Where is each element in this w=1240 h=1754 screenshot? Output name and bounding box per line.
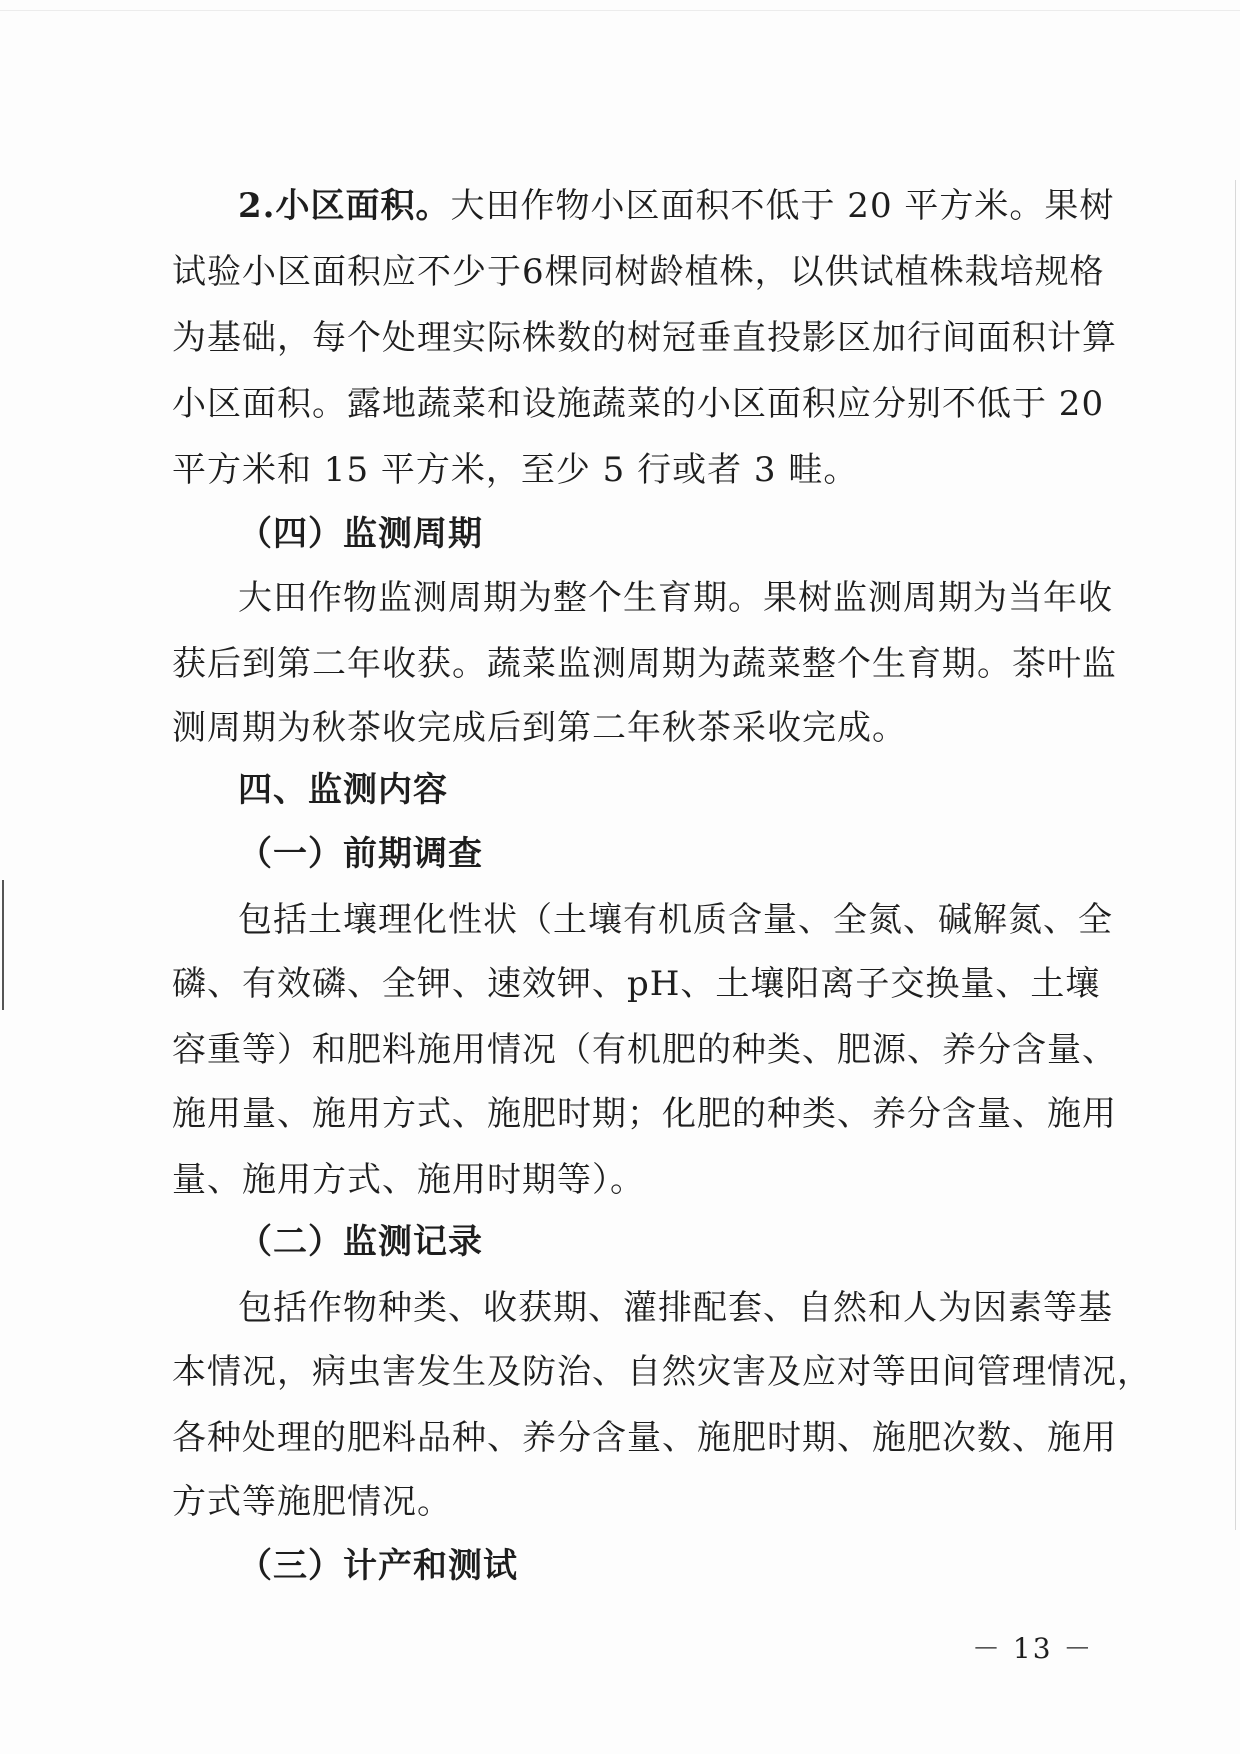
paragraph-survey-line-3: 容重等）和肥料施用情况（有机肥的种类、肥源、养分含量、: [172, 1030, 1117, 1070]
paragraph-record-line-1: 包括作物种类、收获期、灌排配套、自然和人为因素等基: [238, 1288, 1113, 1328]
paragraph-record-line-4: 方式等施肥情况。: [172, 1482, 452, 1522]
paragraph-area-line-5: 平方米和 15 平方米，至少 5 行或者 3 畦。: [172, 450, 859, 490]
paragraph-survey-line-1: 包括土壤理化性状（土壤有机质含量、全氮、碱解氮、全: [238, 900, 1113, 940]
scan-artifact-right-edge: [1235, 180, 1236, 1530]
paragraph-area-line-4: 小区面积。露地蔬菜和设施蔬菜的小区面积应分别不低于 20: [172, 384, 1105, 424]
scan-artifact-top: [0, 10, 1240, 11]
heading-monitoring-record: （二）监测记录: [238, 1222, 483, 1262]
paragraph-period-line-3: 测周期为秋茶收完成后到第二年秋茶采收完成。: [172, 708, 907, 748]
heading-preliminary-survey: （一）前期调查: [238, 834, 483, 874]
paragraph-area-line-2: 试验小区面积应不少于6棵同树龄植株，以供试植株栽培规格: [172, 252, 1105, 292]
paragraph-record-line-3: 各种处理的肥料品种、养分含量、施肥时期、施肥次数、施用: [172, 1418, 1117, 1458]
paragraph-survey-line-4: 施用量、施用方式、施肥时期；化肥的种类、养分含量、施用: [172, 1094, 1117, 1134]
paragraph-period-line-1: 大田作物监测周期为整个生育期。果树监测周期为当年收: [238, 578, 1113, 618]
paragraph-area-line-1: [238, 186, 1114, 226]
paragraph-survey-line-5: 量、施用方式、施用时期等）。: [172, 1160, 645, 1200]
paragraph-period-line-2: 获后到第二年收获。蔬菜监测周期为蔬菜整个生育期。茶叶监: [172, 644, 1117, 684]
scan-artifact-left-edge: [2, 880, 4, 1010]
paragraph-record-line-2: 本情况，病虫害发生及防治、自然灾害及应对等田间管理情况，: [172, 1352, 1152, 1392]
paragraph-area-rest: 大田作物小区面积不低于 20 平方米。果树: [450, 186, 1115, 226]
paragraph-area-line-3: 为基础，每个处理实际株数的树冠垂直投影区加行间面积计算: [172, 318, 1117, 358]
paragraph-area-lead: 2.小区面积。: [238, 186, 451, 226]
paragraph-survey-line-2: 磷、有效磷、全钾、速效钾、pH、土壤阳离子交换量、土壤: [172, 964, 1101, 1004]
heading-yield-and-testing: （三）计产和测试: [238, 1546, 518, 1586]
heading-monitoring-period: （四）监测周期: [238, 514, 483, 554]
page-number: － 13 －: [972, 1632, 1094, 1665]
heading-monitoring-content: 四、监测内容: [238, 770, 448, 810]
